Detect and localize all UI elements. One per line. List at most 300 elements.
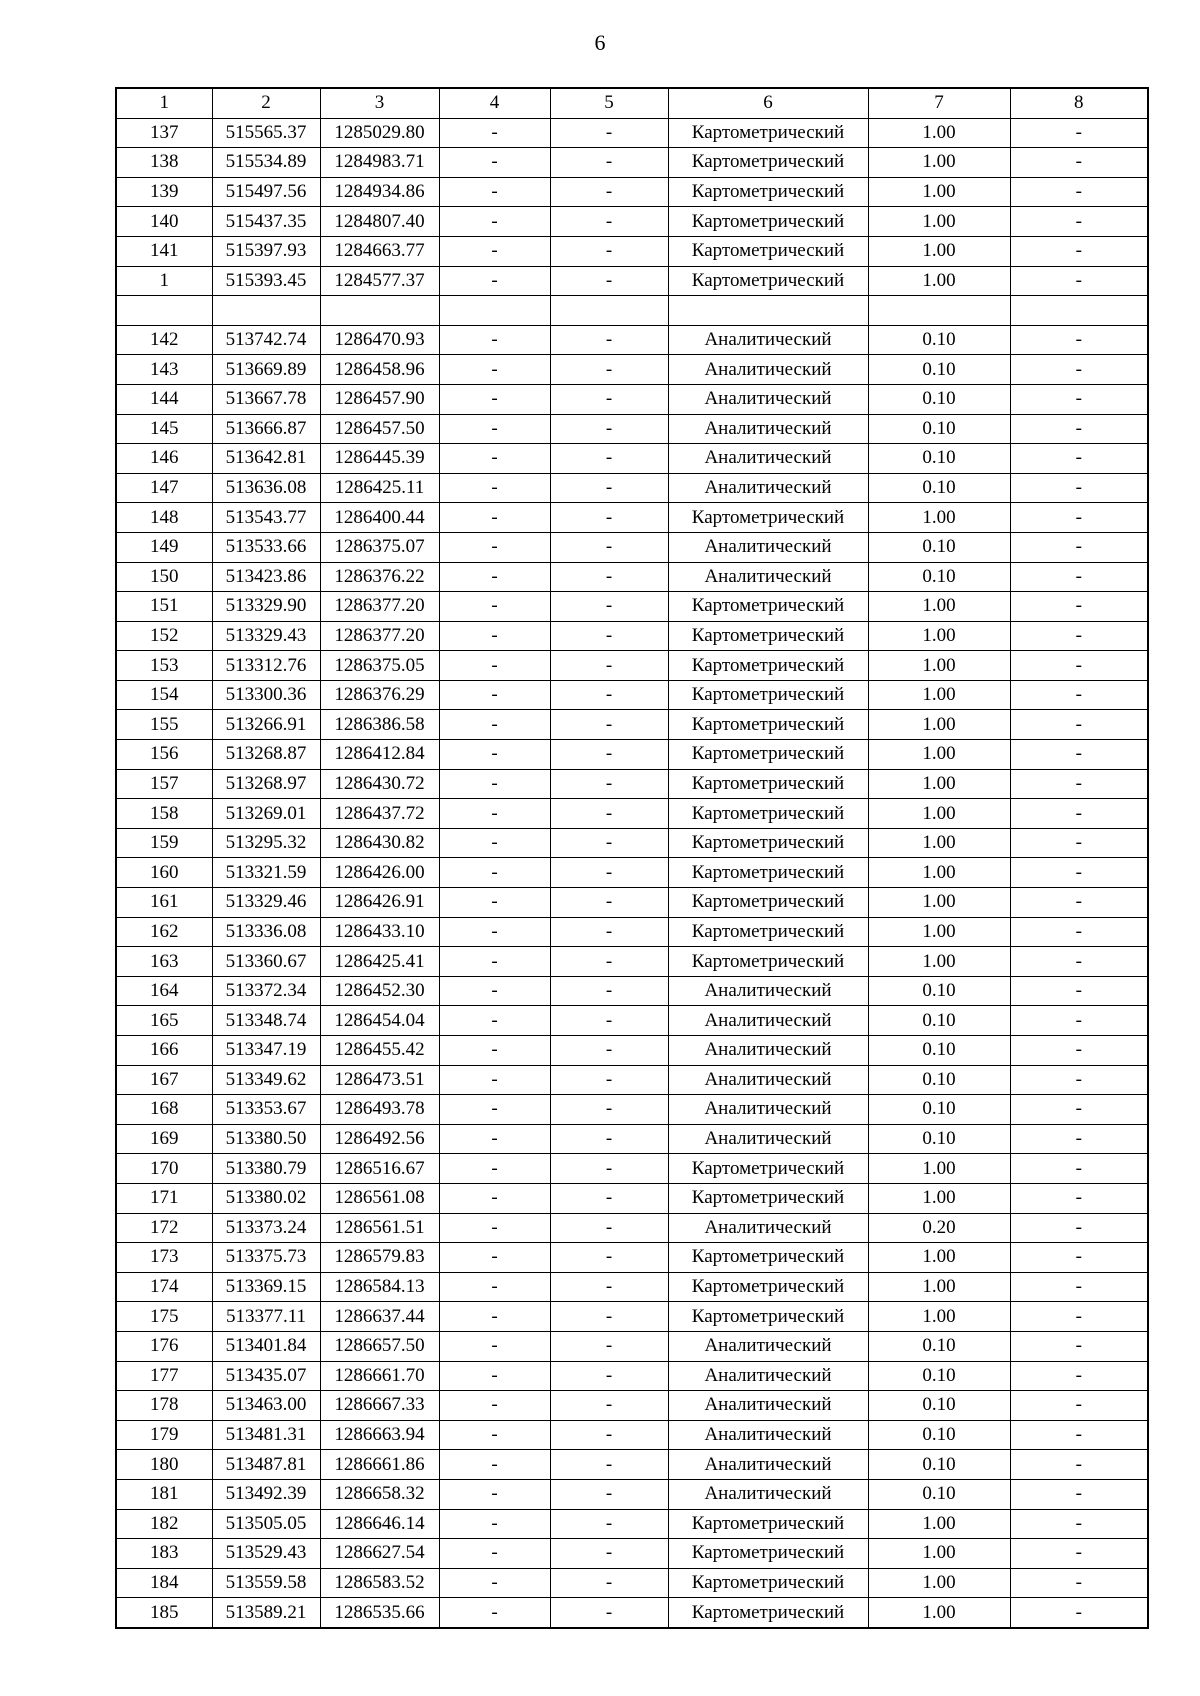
x-coordinate-cell: 513642.81 bbox=[212, 444, 320, 474]
accuracy-cell: 0.10 bbox=[868, 976, 1010, 1006]
y-coordinate-cell: 1286493.78 bbox=[320, 1095, 439, 1125]
table-row bbox=[116, 1420, 1148, 1450]
x-coordinate-cell: 513380.79 bbox=[212, 1154, 320, 1184]
accuracy-cell: 1.00 bbox=[868, 1243, 1010, 1273]
col4-cell: - bbox=[439, 148, 550, 178]
x-coordinate-cell: 513372.34 bbox=[212, 976, 320, 1006]
method-cell: Картометрический bbox=[668, 592, 868, 622]
point-number-cell: 167 bbox=[116, 1065, 212, 1095]
accuracy-cell: 0.10 bbox=[868, 414, 1010, 444]
col8-cell: - bbox=[1010, 473, 1148, 503]
point-number-cell: 184 bbox=[116, 1568, 212, 1598]
col8-cell: - bbox=[1010, 503, 1148, 533]
col5-cell: - bbox=[550, 1598, 668, 1628]
method-cell: Картометрический bbox=[668, 680, 868, 710]
y-coordinate-cell: 1286377.20 bbox=[320, 621, 439, 651]
col4-cell: - bbox=[439, 1183, 550, 1213]
y-coordinate-cell: 1286425.11 bbox=[320, 473, 439, 503]
point-number-cell: 162 bbox=[116, 917, 212, 947]
y-coordinate-cell: 1286561.51 bbox=[320, 1213, 439, 1243]
col8-cell: - bbox=[1010, 1568, 1148, 1598]
col5-cell: - bbox=[550, 1065, 668, 1095]
point-number-cell: 155 bbox=[116, 710, 212, 740]
point-number-cell: 146 bbox=[116, 444, 212, 474]
x-coordinate-cell: 513589.21 bbox=[212, 1598, 320, 1628]
accuracy-cell: 0.10 bbox=[868, 1036, 1010, 1066]
column-header: 7 bbox=[868, 88, 1010, 118]
table-row bbox=[116, 710, 1148, 740]
table-body bbox=[116, 118, 1148, 1628]
x-coordinate-cell: 513269.01 bbox=[212, 799, 320, 829]
col8-cell: - bbox=[1010, 384, 1148, 414]
point-number-cell: 163 bbox=[116, 947, 212, 977]
x-coordinate-cell: 513742.74 bbox=[212, 325, 320, 355]
table-row bbox=[116, 1479, 1148, 1509]
col5-cell: - bbox=[550, 888, 668, 918]
method-cell: Аналитический bbox=[668, 1213, 868, 1243]
x-coordinate-cell: 513463.00 bbox=[212, 1391, 320, 1421]
col4-cell: - bbox=[439, 621, 550, 651]
point-number-cell: 166 bbox=[116, 1036, 212, 1066]
col8-cell: - bbox=[1010, 1065, 1148, 1095]
accuracy-cell: 1.00 bbox=[868, 1539, 1010, 1569]
point-number-cell: 170 bbox=[116, 1154, 212, 1184]
point-number-cell: 149 bbox=[116, 532, 212, 562]
point-number-cell: 139 bbox=[116, 177, 212, 207]
col5-cell: - bbox=[550, 384, 668, 414]
y-coordinate-cell: 1286627.54 bbox=[320, 1539, 439, 1569]
col5-cell: - bbox=[550, 1302, 668, 1332]
y-coordinate-cell: 1286661.70 bbox=[320, 1361, 439, 1391]
point-number-cell: 143 bbox=[116, 355, 212, 385]
accuracy-cell: 1.00 bbox=[868, 1183, 1010, 1213]
x-coordinate-cell: 513380.02 bbox=[212, 1183, 320, 1213]
table-row bbox=[116, 799, 1148, 829]
col8-cell: - bbox=[1010, 1539, 1148, 1569]
y-coordinate-cell: 1286658.32 bbox=[320, 1479, 439, 1509]
accuracy-cell: 1.00 bbox=[868, 1302, 1010, 1332]
col8-cell: - bbox=[1010, 710, 1148, 740]
point-number-cell: 137 bbox=[116, 118, 212, 148]
method-cell: Аналитический bbox=[668, 1036, 868, 1066]
col4-cell: - bbox=[439, 799, 550, 829]
y-coordinate-cell: 1286458.96 bbox=[320, 355, 439, 385]
col4-cell: - bbox=[439, 384, 550, 414]
accuracy-cell: 0.10 bbox=[868, 325, 1010, 355]
accuracy-cell: 0.10 bbox=[868, 532, 1010, 562]
x-coordinate-cell: 513667.78 bbox=[212, 384, 320, 414]
col5-cell: - bbox=[550, 1479, 668, 1509]
method-cell: Аналитический bbox=[668, 1479, 868, 1509]
col8-cell: - bbox=[1010, 177, 1148, 207]
col8-cell: - bbox=[1010, 680, 1148, 710]
col8-cell: - bbox=[1010, 414, 1148, 444]
point-number-cell bbox=[116, 296, 212, 326]
y-coordinate-cell: 1286457.50 bbox=[320, 414, 439, 444]
col8-cell: - bbox=[1010, 1420, 1148, 1450]
accuracy-cell: 0.10 bbox=[868, 384, 1010, 414]
col8-cell: - bbox=[1010, 1331, 1148, 1361]
x-coordinate-cell: 513669.89 bbox=[212, 355, 320, 385]
y-coordinate-cell: 1286400.44 bbox=[320, 503, 439, 533]
x-coordinate-cell: 513295.32 bbox=[212, 828, 320, 858]
x-coordinate-cell: 513329.43 bbox=[212, 621, 320, 651]
point-number-cell: 153 bbox=[116, 651, 212, 681]
col4-cell: - bbox=[439, 1479, 550, 1509]
accuracy-cell: 1.00 bbox=[868, 769, 1010, 799]
method-cell: Картометрический bbox=[668, 1243, 868, 1273]
x-coordinate-cell: 513321.59 bbox=[212, 858, 320, 888]
accuracy-cell: 1.00 bbox=[868, 592, 1010, 622]
x-coordinate-cell: 513401.84 bbox=[212, 1331, 320, 1361]
col5-cell: - bbox=[550, 858, 668, 888]
point-number-cell: 173 bbox=[116, 1243, 212, 1273]
method-cell: Аналитический bbox=[668, 355, 868, 385]
col8-cell: - bbox=[1010, 444, 1148, 474]
y-coordinate-cell: 1286516.67 bbox=[320, 1154, 439, 1184]
y-coordinate-cell: 1286470.93 bbox=[320, 325, 439, 355]
method-cell: Картометрический bbox=[668, 1154, 868, 1184]
col4-cell: - bbox=[439, 976, 550, 1006]
col4-cell: - bbox=[439, 947, 550, 977]
method-cell: Картометрический bbox=[668, 1302, 868, 1332]
table-row bbox=[116, 236, 1148, 266]
table-row bbox=[116, 680, 1148, 710]
x-coordinate-cell: 513353.67 bbox=[212, 1095, 320, 1125]
col4-cell: - bbox=[439, 503, 550, 533]
col5-cell: - bbox=[550, 740, 668, 770]
table-row bbox=[116, 1598, 1148, 1628]
y-coordinate-cell: 1286637.44 bbox=[320, 1302, 439, 1332]
col4-cell: - bbox=[439, 888, 550, 918]
col4-cell: - bbox=[439, 1568, 550, 1598]
col4-cell: - bbox=[439, 1450, 550, 1480]
point-number-cell: 174 bbox=[116, 1272, 212, 1302]
point-number-cell: 183 bbox=[116, 1539, 212, 1569]
col8-cell: - bbox=[1010, 355, 1148, 385]
col8-cell bbox=[1010, 296, 1148, 326]
y-coordinate-cell: 1286473.51 bbox=[320, 1065, 439, 1095]
x-coordinate-cell: 513636.08 bbox=[212, 473, 320, 503]
x-coordinate-cell: 513380.50 bbox=[212, 1124, 320, 1154]
x-coordinate-cell: 513329.90 bbox=[212, 592, 320, 622]
col5-cell: - bbox=[550, 325, 668, 355]
col5-cell: - bbox=[550, 1539, 668, 1569]
method-cell: Аналитический bbox=[668, 325, 868, 355]
col4-cell: - bbox=[439, 1006, 550, 1036]
y-coordinate-cell: 1286657.50 bbox=[320, 1331, 439, 1361]
col8-cell: - bbox=[1010, 236, 1148, 266]
y-coordinate-cell bbox=[320, 296, 439, 326]
col4-cell: - bbox=[439, 710, 550, 740]
col4-cell: - bbox=[439, 1361, 550, 1391]
table-row bbox=[116, 118, 1148, 148]
table-row bbox=[116, 1361, 1148, 1391]
method-cell: Картометрический bbox=[668, 651, 868, 681]
accuracy-cell: 0.10 bbox=[868, 473, 1010, 503]
point-number-cell: 182 bbox=[116, 1509, 212, 1539]
x-coordinate-cell: 513300.36 bbox=[212, 680, 320, 710]
col5-cell: - bbox=[550, 1391, 668, 1421]
table-row bbox=[116, 1331, 1148, 1361]
x-coordinate-cell: 513375.73 bbox=[212, 1243, 320, 1273]
col4-cell: - bbox=[439, 325, 550, 355]
col5-cell: - bbox=[550, 444, 668, 474]
col4-cell: - bbox=[439, 917, 550, 947]
col5-cell: - bbox=[550, 1272, 668, 1302]
point-number-cell: 168 bbox=[116, 1095, 212, 1125]
accuracy-cell: 0.10 bbox=[868, 562, 1010, 592]
x-coordinate-cell: 513487.81 bbox=[212, 1450, 320, 1480]
method-cell: Аналитический bbox=[668, 1006, 868, 1036]
x-coordinate-cell: 513533.66 bbox=[212, 532, 320, 562]
col5-cell: - bbox=[550, 1420, 668, 1450]
point-number-cell: 177 bbox=[116, 1361, 212, 1391]
y-coordinate-cell: 1286375.05 bbox=[320, 651, 439, 681]
x-coordinate-cell: 513559.58 bbox=[212, 1568, 320, 1598]
x-coordinate-cell: 513268.97 bbox=[212, 769, 320, 799]
accuracy-cell: 0.10 bbox=[868, 1361, 1010, 1391]
table-row bbox=[116, 1243, 1148, 1273]
y-coordinate-cell: 1286386.58 bbox=[320, 710, 439, 740]
column-header: 2 bbox=[212, 88, 320, 118]
accuracy-cell: 1.00 bbox=[868, 207, 1010, 237]
point-number-cell: 156 bbox=[116, 740, 212, 770]
method-cell: Картометрический bbox=[668, 177, 868, 207]
col4-cell: - bbox=[439, 769, 550, 799]
y-coordinate-cell: 1284934.86 bbox=[320, 177, 439, 207]
x-coordinate-cell: 513543.77 bbox=[212, 503, 320, 533]
method-cell: Картометрический bbox=[668, 1598, 868, 1628]
method-cell: Картометрический bbox=[668, 1568, 868, 1598]
y-coordinate-cell: 1286455.42 bbox=[320, 1036, 439, 1066]
col5-cell: - bbox=[550, 1213, 668, 1243]
col8-cell: - bbox=[1010, 740, 1148, 770]
x-coordinate-cell: 515397.93 bbox=[212, 236, 320, 266]
method-cell: Картометрический bbox=[668, 769, 868, 799]
col8-cell: - bbox=[1010, 1036, 1148, 1066]
col8-cell: - bbox=[1010, 148, 1148, 178]
accuracy-cell: 0.10 bbox=[868, 1006, 1010, 1036]
col8-cell: - bbox=[1010, 621, 1148, 651]
col4-cell: - bbox=[439, 680, 550, 710]
accuracy-cell: 0.10 bbox=[868, 1479, 1010, 1509]
col5-cell: - bbox=[550, 976, 668, 1006]
col5-cell: - bbox=[550, 148, 668, 178]
table-row bbox=[116, 444, 1148, 474]
accuracy-cell: 1.00 bbox=[868, 799, 1010, 829]
col4-cell: - bbox=[439, 858, 550, 888]
y-coordinate-cell: 1286425.41 bbox=[320, 947, 439, 977]
table-row bbox=[116, 1450, 1148, 1480]
method-cell: Картометрический bbox=[668, 1183, 868, 1213]
accuracy-cell: 1.00 bbox=[868, 236, 1010, 266]
col8-cell: - bbox=[1010, 325, 1148, 355]
col5-cell: - bbox=[550, 1509, 668, 1539]
y-coordinate-cell: 1284663.77 bbox=[320, 236, 439, 266]
col8-cell: - bbox=[1010, 976, 1148, 1006]
table-row bbox=[116, 858, 1148, 888]
col5-cell: - bbox=[550, 1450, 668, 1480]
method-cell: Картометрический bbox=[668, 1539, 868, 1569]
table-row bbox=[116, 828, 1148, 858]
x-coordinate-cell: 513329.46 bbox=[212, 888, 320, 918]
col4-cell: - bbox=[439, 592, 550, 622]
accuracy-cell: 0.10 bbox=[868, 1095, 1010, 1125]
table-row bbox=[116, 177, 1148, 207]
y-coordinate-cell: 1284807.40 bbox=[320, 207, 439, 237]
method-cell: Картометрический bbox=[668, 118, 868, 148]
table-row bbox=[116, 1154, 1148, 1184]
accuracy-cell: 0.10 bbox=[868, 1450, 1010, 1480]
y-coordinate-cell: 1286579.83 bbox=[320, 1243, 439, 1273]
col5-cell: - bbox=[550, 1095, 668, 1125]
col5-cell: - bbox=[550, 621, 668, 651]
accuracy-cell: 1.00 bbox=[868, 828, 1010, 858]
y-coordinate-cell: 1286437.72 bbox=[320, 799, 439, 829]
method-cell: Картометрический bbox=[668, 148, 868, 178]
col5-cell: - bbox=[550, 799, 668, 829]
accuracy-cell: 0.20 bbox=[868, 1213, 1010, 1243]
accuracy-cell: 1.00 bbox=[868, 740, 1010, 770]
point-number-cell: 148 bbox=[116, 503, 212, 533]
point-number-cell: 138 bbox=[116, 148, 212, 178]
x-coordinate-cell: 515497.56 bbox=[212, 177, 320, 207]
method-cell: Картометрический bbox=[668, 207, 868, 237]
table-row bbox=[116, 1302, 1148, 1332]
column-header: 3 bbox=[320, 88, 439, 118]
col4-cell: - bbox=[439, 1213, 550, 1243]
table-row bbox=[116, 503, 1148, 533]
col5-cell: - bbox=[550, 1331, 668, 1361]
x-coordinate-cell: 513481.31 bbox=[212, 1420, 320, 1450]
method-cell: Аналитический bbox=[668, 532, 868, 562]
col5-cell: - bbox=[550, 1006, 668, 1036]
y-coordinate-cell: 1284983.71 bbox=[320, 148, 439, 178]
table-row bbox=[116, 1539, 1148, 1569]
y-coordinate-cell: 1286457.90 bbox=[320, 384, 439, 414]
method-cell: Картометрический bbox=[668, 1509, 868, 1539]
y-coordinate-cell: 1286433.10 bbox=[320, 917, 439, 947]
table-row bbox=[116, 532, 1148, 562]
method-cell: Аналитический bbox=[668, 1361, 868, 1391]
table-row bbox=[116, 355, 1148, 385]
method-cell: Картометрический bbox=[668, 503, 868, 533]
col8-cell: - bbox=[1010, 1361, 1148, 1391]
col8-cell: - bbox=[1010, 858, 1148, 888]
accuracy-cell: 1.00 bbox=[868, 1154, 1010, 1184]
col8-cell: - bbox=[1010, 592, 1148, 622]
table-row bbox=[116, 207, 1148, 237]
point-number-cell: 164 bbox=[116, 976, 212, 1006]
col4-cell: - bbox=[439, 1036, 550, 1066]
y-coordinate-cell: 1286663.94 bbox=[320, 1420, 439, 1450]
x-coordinate-cell: 515534.89 bbox=[212, 148, 320, 178]
method-cell: Аналитический bbox=[668, 1095, 868, 1125]
table-row bbox=[116, 1065, 1148, 1095]
method-cell: Аналитический bbox=[668, 1450, 868, 1480]
col8-cell: - bbox=[1010, 1006, 1148, 1036]
y-coordinate-cell: 1286430.72 bbox=[320, 769, 439, 799]
col5-cell: - bbox=[550, 1036, 668, 1066]
point-number-cell: 159 bbox=[116, 828, 212, 858]
accuracy-cell: 0.10 bbox=[868, 1124, 1010, 1154]
col8-cell: - bbox=[1010, 1479, 1148, 1509]
y-coordinate-cell: 1286445.39 bbox=[320, 444, 439, 474]
col4-cell: - bbox=[439, 1391, 550, 1421]
table-row bbox=[116, 917, 1148, 947]
x-coordinate-cell: 513423.86 bbox=[212, 562, 320, 592]
point-number-cell: 185 bbox=[116, 1598, 212, 1628]
point-number-cell: 147 bbox=[116, 473, 212, 503]
table-row bbox=[116, 414, 1148, 444]
point-number-cell: 141 bbox=[116, 236, 212, 266]
table-row bbox=[116, 296, 1148, 326]
point-number-cell: 161 bbox=[116, 888, 212, 918]
y-coordinate-cell: 1286667.33 bbox=[320, 1391, 439, 1421]
point-number-cell: 157 bbox=[116, 769, 212, 799]
accuracy-cell: 1.00 bbox=[868, 1272, 1010, 1302]
col5-cell: - bbox=[550, 503, 668, 533]
method-cell: Аналитический bbox=[668, 1331, 868, 1361]
col4-cell bbox=[439, 296, 550, 326]
col5-cell: - bbox=[550, 947, 668, 977]
col8-cell: - bbox=[1010, 118, 1148, 148]
x-coordinate-cell: 515437.35 bbox=[212, 207, 320, 237]
accuracy-cell: 1.00 bbox=[868, 1598, 1010, 1628]
col8-cell: - bbox=[1010, 888, 1148, 918]
point-number-cell: 160 bbox=[116, 858, 212, 888]
accuracy-cell: 1.00 bbox=[868, 503, 1010, 533]
table-row bbox=[116, 621, 1148, 651]
point-number-cell: 158 bbox=[116, 799, 212, 829]
col5-cell: - bbox=[550, 1361, 668, 1391]
y-coordinate-cell: 1286430.82 bbox=[320, 828, 439, 858]
method-cell: Картометрический bbox=[668, 799, 868, 829]
x-coordinate-cell: 513266.91 bbox=[212, 710, 320, 740]
method-cell bbox=[668, 296, 868, 326]
accuracy-cell: 0.10 bbox=[868, 1065, 1010, 1095]
col5-cell: - bbox=[550, 1243, 668, 1273]
method-cell: Аналитический bbox=[668, 473, 868, 503]
column-header: 5 bbox=[550, 88, 668, 118]
x-coordinate-cell: 513529.43 bbox=[212, 1539, 320, 1569]
point-number-cell: 150 bbox=[116, 562, 212, 592]
table-row bbox=[116, 1183, 1148, 1213]
y-coordinate-cell: 1286376.29 bbox=[320, 680, 439, 710]
x-coordinate-cell: 513349.62 bbox=[212, 1065, 320, 1095]
col4-cell: - bbox=[439, 266, 550, 296]
x-coordinate-cell: 513347.19 bbox=[212, 1036, 320, 1066]
col5-cell: - bbox=[550, 473, 668, 503]
column-header: 8 bbox=[1010, 88, 1148, 118]
col4-cell: - bbox=[439, 828, 550, 858]
accuracy-cell: 1.00 bbox=[868, 680, 1010, 710]
col8-cell: - bbox=[1010, 769, 1148, 799]
col4-cell: - bbox=[439, 473, 550, 503]
col8-cell: - bbox=[1010, 917, 1148, 947]
table-row bbox=[116, 325, 1148, 355]
col8-cell: - bbox=[1010, 1243, 1148, 1273]
table-row bbox=[116, 562, 1148, 592]
method-cell: Аналитический bbox=[668, 414, 868, 444]
col8-cell: - bbox=[1010, 1302, 1148, 1332]
page-number: 6 bbox=[594, 30, 606, 55]
col8-cell: - bbox=[1010, 266, 1148, 296]
point-number-cell: 151 bbox=[116, 592, 212, 622]
accuracy-cell: 1.00 bbox=[868, 177, 1010, 207]
col5-cell: - bbox=[550, 1154, 668, 1184]
